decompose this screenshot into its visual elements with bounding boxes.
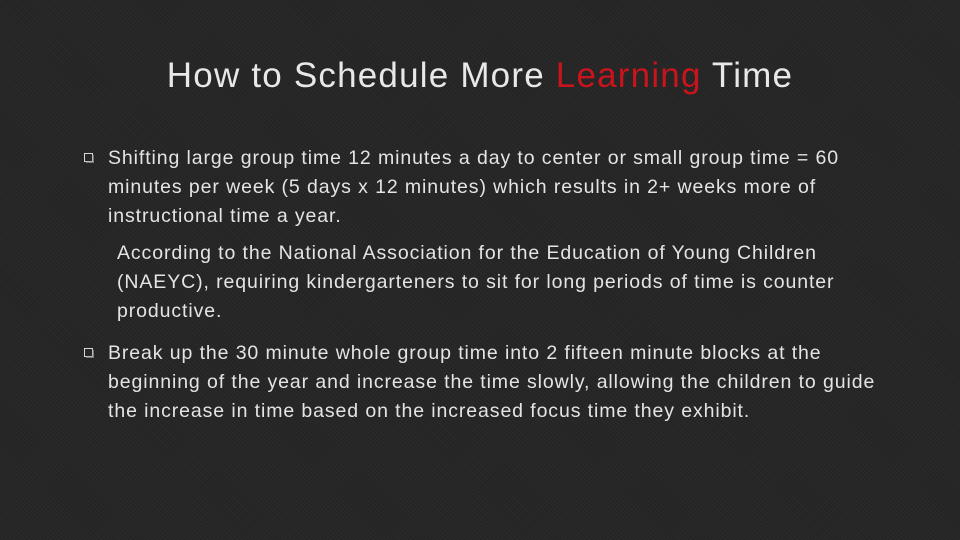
title-text-start: How to Schedule More: [166, 56, 556, 95]
square-bullet-icon: [84, 153, 108, 163]
title-text-end: Time: [701, 56, 794, 95]
bullet-text-1: Shifting large group time 12 minutes a day to center or small group time = 60 minutes per week (5 days x 12 minutes) which results in 2+ weeks more of instructional time a year.: [108, 147, 840, 227]
slide-title: [0, 56, 960, 96]
square-bullet-icon: [84, 348, 108, 358]
bullet-text-2: Break up the 30 minute whole group time into 2 fifteen minute blocks at the beginning of the year and increase the time slowly, allowing the children to guide the increase in time based on the increased focus time they exhibit.: [108, 342, 876, 422]
bullet-item-1: [84, 144, 884, 231]
naeyc-note: According to the National Association for the Education of Young Children (NAEYC), requiring kindergarteners to sit for long periods of time is counter productive.: [117, 242, 835, 322]
title-accent-word: Learning: [555, 56, 702, 95]
bullet-item-2: [84, 339, 884, 426]
